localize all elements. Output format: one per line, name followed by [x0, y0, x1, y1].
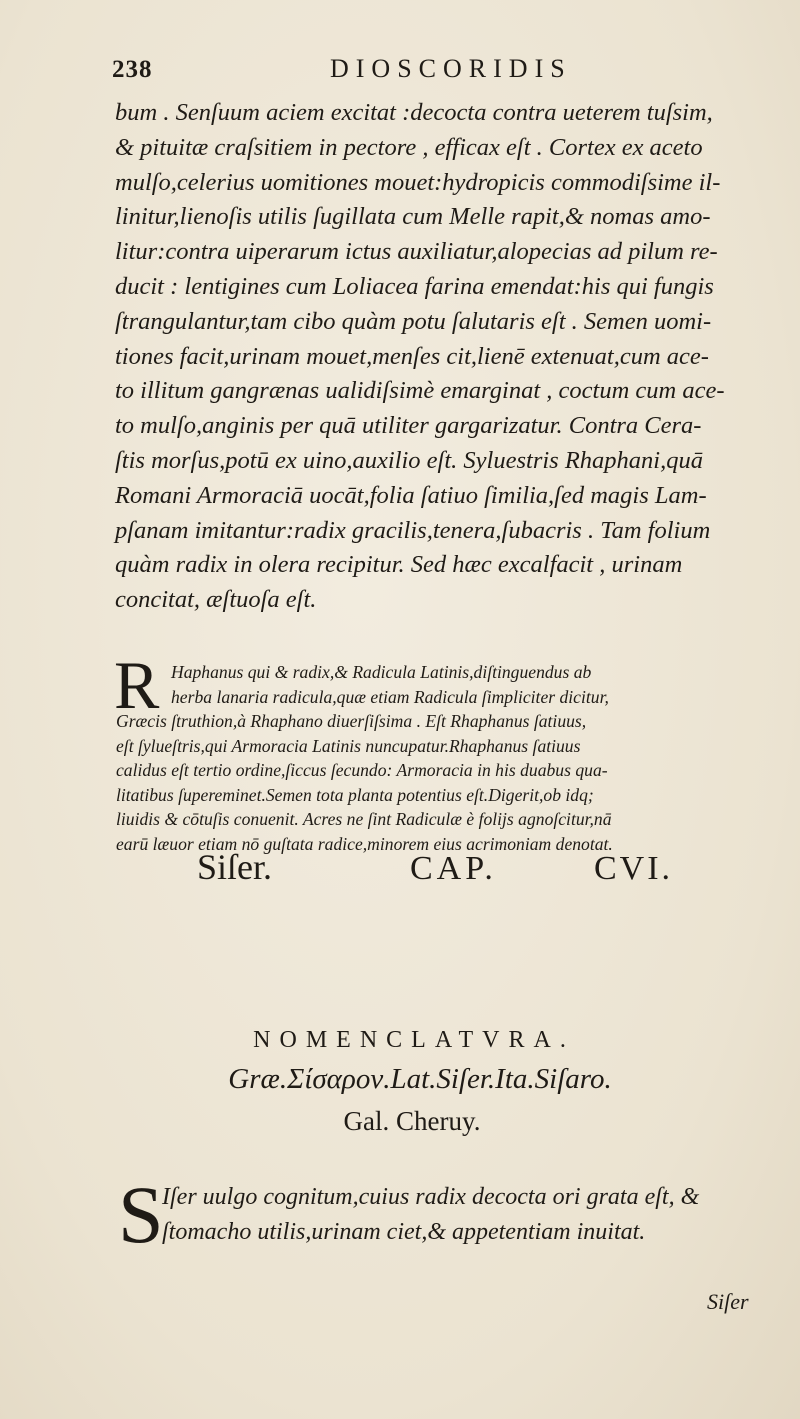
paragraph-radish-continued [115, 96, 795, 618]
text-line: Iſer uulgo cognitum,cuius radix decocta ori grata eſt, & [162, 1184, 700, 1210]
text-line: bum . Senſuum aciem excitat :decocta contra ueterem tuſsim, [115, 99, 713, 126]
folio-number: 238 [112, 56, 153, 83]
chapter-plant-name: Siſer. [197, 847, 273, 887]
text-line: herba lanaria radicula,quæ etiam Radicula ſimpliciter dicitur, [171, 686, 609, 707]
text-line: eſt ſylueſtris,qui Armoracia Latinis nuncupatur.Rhaphanus ſatiuus [116, 735, 581, 756]
text-line: litur:contra uiperarum ictus auxiliatur,alopecias ad pilum re- [115, 238, 718, 266]
catchword: Siſer [707, 1289, 749, 1314]
text-line: mulſo,celerius uomitiones mouet:hydropicis commodiſsime il- [115, 168, 721, 196]
text-line: & pituitæ craſsitiem in pectore , efficax eſt . Cortex ex aceto [115, 133, 703, 161]
siser-paragraph [162, 1180, 800, 1250]
synonyms-line: Græ.Σίσαρον.Lat.Siſer.Ita.Siſaro. [228, 1063, 612, 1095]
text-line: ſtrangulantur,tam cibo quàm potu ſalutaris eſt . Semen uomi- [115, 307, 712, 335]
text-line: ſtis morſus,potū ex uino,auxilio eſt. Syluestris Rhaphani,quā [115, 446, 703, 474]
text-line: to mulſo,anginis per quā utiliter gargarizatur. Contra Cera- [115, 412, 702, 440]
text-line: liuidis & cōtuſis conuenit. Acres ne ſint Radiculæ è folijs agnoſcitur,nā [116, 809, 612, 829]
chapter-label: CAP. [410, 850, 497, 887]
text-line: linitur,lienoſis utilis ſugillata cum Melle rapit,& nomas amo- [115, 203, 711, 231]
text-line: tiones facit,urinam mouet,menſes cit,lienē extenuat,cum ace- [115, 342, 709, 370]
text-line: quàm radix in olera recipitur. Sed hæc excalfacit , urinam [115, 551, 683, 579]
gallic-name-line: Gal. Cheruy. [343, 1106, 481, 1136]
text-line: concitat, æſtuoſa eſt. [115, 586, 317, 614]
text-line: ſtomacho utilis,urinam ciet,& appetentiam inuitat. [162, 1219, 646, 1245]
text-line: calidus eſt tertio ordine,ſiccus ſecundo: Armoracia in his duabus qua- [116, 760, 608, 780]
text-line: Haphanus qui & radix,& Radicula Latinis,diſtinguendus ab [171, 662, 592, 682]
chapter-heading [0, 840, 800, 900]
chapter-number: CVI. [594, 850, 674, 887]
text-line: ducit : lentigines cum Loliacea farina emendat:his qui fungis [115, 272, 714, 300]
text-line: pſanam imitantur:radix gracilis,tenera,ſubacris . Tam folium [115, 516, 711, 544]
running-head: DIOSCORIDIS [330, 54, 572, 83]
text-line: earū læuor etiam nō guſtata radice,minorem eius acrimoniam denotat. [116, 833, 613, 854]
nomenclatura-heading: NOMENCLATVRA. [253, 1027, 575, 1053]
commentary-paragraph [116, 660, 796, 856]
text-line: Romani Armoraciā uocāt,folia ſatiuo ſimilia,ſed magis Lam- [115, 481, 707, 509]
drop-cap-r: R [114, 647, 160, 723]
text-line: litatibus ſupereminet.Semen tota planta potentius eſt.Digerit,ob idq; [116, 784, 594, 805]
text-line: to illitum gangrænas ualidiſsimè emarginat , coctum cum ace- [115, 377, 725, 405]
drop-cap-s: S [118, 1169, 164, 1260]
page-header [0, 52, 800, 92]
text-line: Græcis ſtruthion,à Rhaphano diuerſiſsima . Eſt Rhaphanus ſatiuus, [116, 711, 587, 731]
